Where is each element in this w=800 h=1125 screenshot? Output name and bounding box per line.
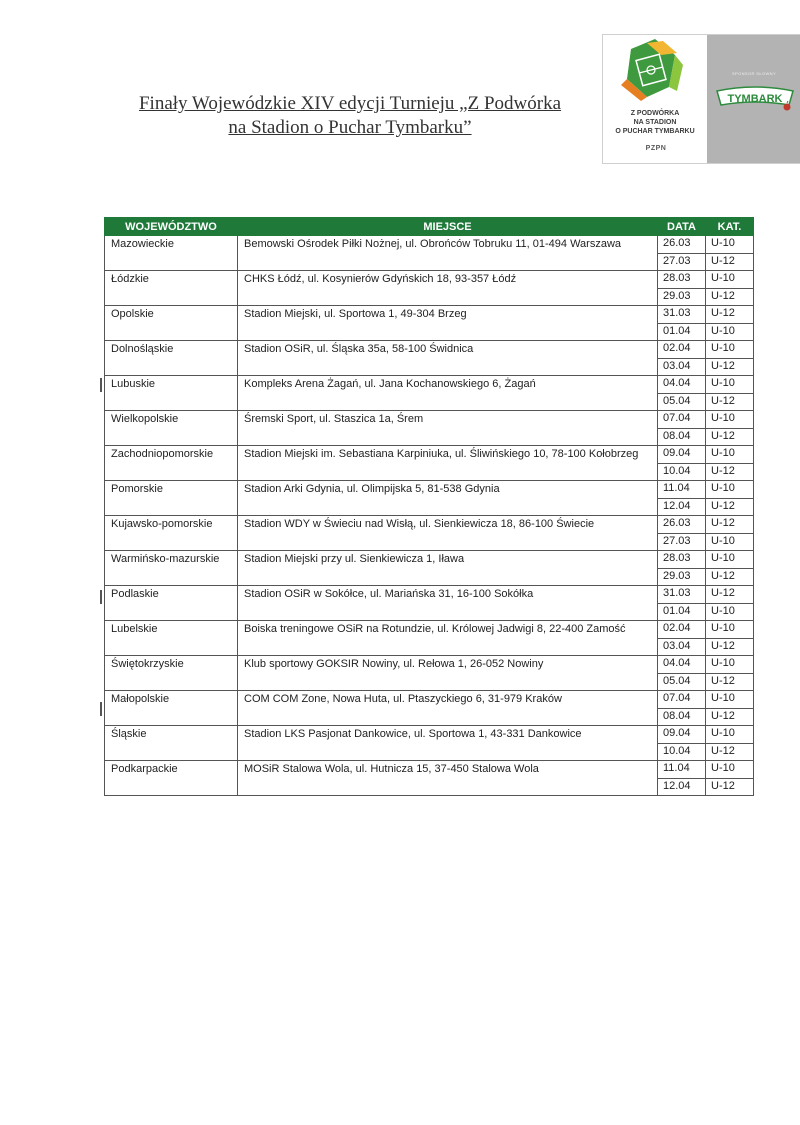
table-row	[105, 586, 754, 604]
category-cell: U-10	[706, 533, 754, 551]
place-cell: Stadion LKS Pasjonat Dankowice, ul. Sportowa 1, 43-331 Dankowice	[238, 726, 658, 761]
date-cell: 12.04	[658, 498, 706, 516]
table-row	[105, 656, 754, 674]
region-cell: Podkarpackie	[105, 761, 238, 796]
place-cell: COM COM Zone, Nowa Huta, ul. Ptaszyckiego 6, 31-979 Kraków	[238, 691, 658, 726]
table-row	[105, 516, 754, 534]
date-cell: 08.04	[658, 428, 706, 446]
place-cell: Bemowski Ośrodek Piłki Nożnej, ul. Obrońców Tobruku 11, 01-494 Warszawa	[238, 236, 658, 271]
date-cell: 31.03	[658, 586, 706, 604]
tymbark-logo	[715, 85, 795, 111]
region-cell: Dolnośląskie	[105, 341, 238, 376]
region-cell: Lubelskie	[105, 621, 238, 656]
category-cell: U-10	[706, 691, 754, 709]
category-cell: U-10	[706, 656, 754, 674]
category-cell: U-10	[706, 481, 754, 499]
sponsor-label: SPONSOR SŁOWNY	[731, 71, 777, 76]
football-pitch-icon	[603, 35, 707, 109]
table-header-row	[105, 218, 754, 236]
table-row	[105, 271, 754, 289]
date-cell: 01.04	[658, 323, 706, 341]
place-cell: Stadion OSiR, ul. Śląska 35a, 58-100 Świdnica	[238, 341, 658, 376]
table-row	[105, 306, 754, 324]
table-row	[105, 446, 754, 464]
place-cell: Stadion Arki Gdynia, ul. Olimpijska 5, 81-538 Gdynia	[238, 481, 658, 516]
table-row	[105, 551, 754, 569]
category-cell: U-12	[706, 743, 754, 761]
category-cell: U-12	[706, 358, 754, 376]
date-cell: 11.04	[658, 481, 706, 499]
region-cell: Podlaskie	[105, 586, 238, 621]
region-cell: Lubuskie	[105, 376, 238, 411]
category-cell: U-12	[706, 463, 754, 481]
tournament-logo-text: Z PODWÓRKA NA STADION O PUCHAR TYMBARKU	[615, 110, 695, 135]
header-region: WOJEWÓDZTWO	[105, 218, 238, 236]
date-cell: 01.04	[658, 603, 706, 621]
date-cell: 09.04	[658, 446, 706, 464]
table-row	[105, 481, 754, 499]
date-cell: 12.04	[658, 778, 706, 796]
date-cell: 26.03	[658, 236, 706, 254]
date-cell: 03.04	[658, 638, 706, 656]
date-cell: 29.03	[658, 288, 706, 306]
table-row	[105, 621, 754, 639]
place-cell: Stadion WDY w Świeciu nad Wisłą, ul. Sienkiewicza 18, 86-100 Świecie	[238, 516, 658, 551]
place-cell: Boiska treningowe OSiR na Rotundzie, ul. Królowej Jadwigi 8, 22-400 Zamość	[238, 621, 658, 656]
place-cell: Kompleks Arena Żagań, ul. Jana Kochanowskiego 6, Żagań	[238, 376, 658, 411]
date-cell: 07.04	[658, 411, 706, 429]
category-cell: U-12	[706, 708, 754, 726]
category-cell: U-12	[706, 638, 754, 656]
date-cell: 28.03	[658, 551, 706, 569]
date-cell: 11.04	[658, 761, 706, 779]
category-cell: U-10	[706, 323, 754, 341]
category-cell: U-10	[706, 761, 754, 779]
table-row	[105, 376, 754, 394]
date-cell: 02.04	[658, 341, 706, 359]
table-row	[105, 411, 754, 429]
region-cell: Zachodniopomorskie	[105, 446, 238, 481]
date-cell: 29.03	[658, 568, 706, 586]
date-cell: 10.04	[658, 743, 706, 761]
category-cell: U-10	[706, 621, 754, 639]
date-cell: 02.04	[658, 621, 706, 639]
date-cell: 08.04	[658, 708, 706, 726]
date-cell: 27.03	[658, 253, 706, 271]
margin-mark	[100, 590, 102, 604]
region-cell: Warmińsko-mazurskie	[105, 551, 238, 586]
region-cell: Pomorskie	[105, 481, 238, 516]
header-place: MIEJSCE	[238, 218, 658, 236]
category-cell: U-10	[706, 411, 754, 429]
category-cell: U-10	[706, 603, 754, 621]
category-cell: U-12	[706, 516, 754, 534]
category-cell: U-10	[706, 726, 754, 744]
category-cell: U-10	[706, 271, 754, 289]
category-cell: U-12	[706, 253, 754, 271]
pzpn-label: PZPN	[645, 145, 667, 152]
category-cell: U-12	[706, 673, 754, 691]
date-cell: 27.03	[658, 533, 706, 551]
date-cell: 05.04	[658, 393, 706, 411]
table-row	[105, 761, 754, 779]
date-cell: 31.03	[658, 306, 706, 324]
sponsor-logo	[707, 35, 800, 163]
table-row	[105, 691, 754, 709]
region-cell: Wielkopolskie	[105, 411, 238, 446]
table-row	[105, 236, 754, 254]
margin-mark	[100, 702, 102, 716]
place-cell: MOSiR Stalowa Wola, ul. Hutnicza 15, 37-450 Stalowa Wola	[238, 761, 658, 796]
category-cell: U-10	[706, 551, 754, 569]
document-title	[100, 92, 600, 140]
place-cell: CHKS Łódź, ul. Kosynierów Gdyńskich 18, 93-357 Łódź	[238, 271, 658, 306]
category-cell: U-10	[706, 341, 754, 359]
region-cell: Śląskie	[105, 726, 238, 761]
table-row	[105, 726, 754, 744]
category-cell: U-10	[706, 376, 754, 394]
region-cell: Mazowieckie	[105, 236, 238, 271]
finals-table	[104, 217, 754, 796]
region-cell: Świętokrzyskie	[105, 656, 238, 691]
place-cell: Stadion Miejski im. Sebastiana Karpiniuka, ul. Śliwińskiego 10, 78-100 Kołobrzeg	[238, 446, 658, 481]
margin-mark	[100, 378, 102, 392]
header-date: DATA	[658, 218, 706, 236]
place-cell: Stadion Miejski przy ul. Sienkiewicza 1, Iława	[238, 551, 658, 586]
region-cell: Łódzkie	[105, 271, 238, 306]
region-cell: Kujawsko-pomorskie	[105, 516, 238, 551]
header-category: KAT.	[706, 218, 754, 236]
category-cell: U-12	[706, 586, 754, 604]
category-cell: U-12	[706, 778, 754, 796]
category-cell: U-12	[706, 568, 754, 586]
place-cell: Klub sportowy GOKSIR Nowiny, ul. Rełowa 1, 26-052 Nowiny	[238, 656, 658, 691]
title-line-2: na Stadion o Puchar Tymbarku”	[228, 117, 472, 138]
place-cell: Śremski Sport, ul. Staszica 1a, Śrem	[238, 411, 658, 446]
category-cell: U-12	[706, 428, 754, 446]
tournament-logo-emblem	[603, 35, 707, 163]
category-cell: U-12	[706, 306, 754, 324]
table-body	[105, 236, 754, 796]
date-cell: 04.04	[658, 376, 706, 394]
date-cell: 03.04	[658, 358, 706, 376]
table-row	[105, 341, 754, 359]
title-line-1: Finały Wojewódzkie XIV edycji Turnieju „Z Podwórka	[138, 93, 562, 114]
region-cell: Opolskie	[105, 306, 238, 341]
date-cell: 05.04	[658, 673, 706, 691]
region-cell: Małopolskie	[105, 691, 238, 726]
category-cell: U-10	[706, 446, 754, 464]
category-cell: U-12	[706, 498, 754, 516]
place-cell: Stadion Miejski, ul. Sportowa 1, 49-304 Brzeg	[238, 306, 658, 341]
category-cell: U-12	[706, 288, 754, 306]
date-cell: 04.04	[658, 656, 706, 674]
date-cell: 10.04	[658, 463, 706, 481]
date-cell: 09.04	[658, 726, 706, 744]
place-cell: Stadion OSiR w Sokółce, ul. Mariańska 31, 16-100 Sokółka	[238, 586, 658, 621]
date-cell: 07.04	[658, 691, 706, 709]
tymbark-wordmark: TYMBARK	[727, 93, 783, 105]
date-cell: 26.03	[658, 516, 706, 534]
tournament-logo	[602, 34, 800, 164]
category-cell: U-12	[706, 393, 754, 411]
category-cell: U-10	[706, 236, 754, 254]
date-cell: 28.03	[658, 271, 706, 289]
